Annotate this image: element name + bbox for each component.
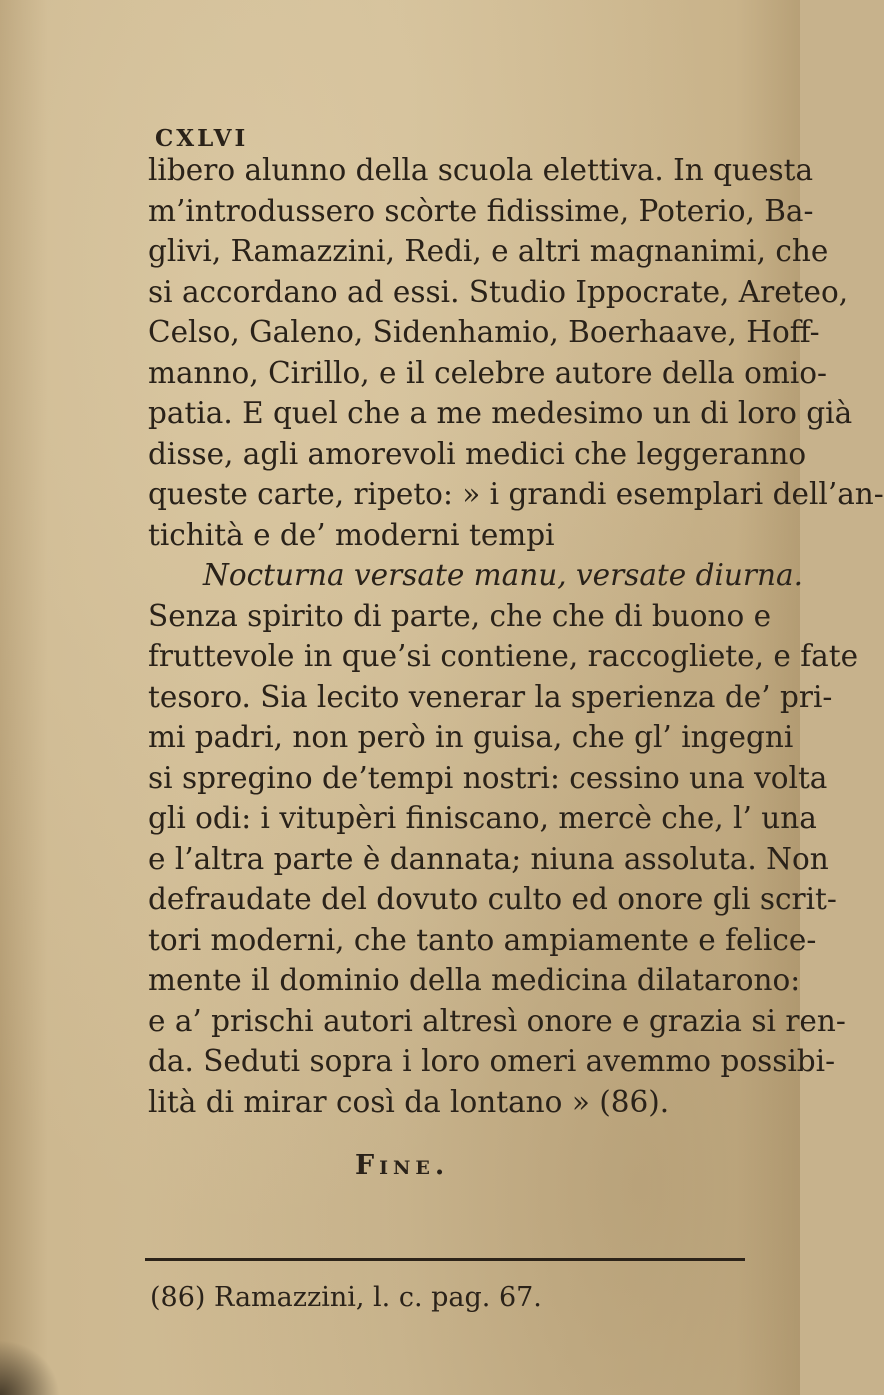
text-line — [148, 798, 817, 839]
text-line — [148, 920, 817, 961]
page-number: CXLVI — [155, 125, 249, 152]
footnote: (86) Ramazzini, l. c. pag. 67. — [150, 1282, 542, 1313]
text-line-content: si spregino de’tempi nostri: cessino una volta — [148, 760, 828, 795]
text-line — [148, 272, 849, 313]
text-line-content: manno, Cirillo, e il celebre autore della omio- — [148, 355, 827, 390]
text-line — [148, 758, 828, 799]
verse-line — [148, 555, 803, 596]
text-line — [148, 231, 829, 272]
text-line-content: patia. E quel che a me medesimo un di loro già — [148, 396, 853, 430]
text-line-content: m’introdussero scòrte fidissime, Poterio, Ba- — [148, 193, 814, 228]
text-line — [148, 717, 794, 758]
text-line-content: tori moderni, che tanto ampiamente e felice- — [148, 922, 817, 957]
text-line-content: Senza spirito di parte, che che di buono e — [148, 598, 772, 633]
end-mark: Fine. — [355, 1150, 450, 1181]
text-line — [148, 150, 814, 191]
text-line — [148, 1001, 846, 1042]
text-line-content: Celso, Galeno, Sidenhamio, Boerhaave, Hoff- — [148, 315, 820, 349]
text-line — [148, 1082, 748, 1123]
text-line-content: mente il dominio della medicina dilatarono: — [148, 963, 801, 997]
text-line-content: queste carte, ripeto: » i grandi esemplari dell’an- — [148, 477, 884, 511]
body-text — [148, 150, 884, 1122]
text-line — [148, 596, 772, 637]
text-line-content: lità di mirar così da lontano » (86). — [148, 1084, 670, 1119]
text-line — [148, 474, 884, 515]
text-line — [148, 353, 827, 394]
text-line-content: disse, agli amorevoli medici che leggeranno — [148, 436, 807, 471]
text-line — [148, 1041, 836, 1082]
text-line-content: mi padri, non però in guisa, che gl’ ingegni — [148, 720, 794, 754]
text-line — [148, 393, 853, 434]
text-line — [148, 636, 859, 677]
text-line — [148, 879, 837, 920]
text-line-content: gli odi: i vitupèri finiscano, mercè che, l’ una — [148, 801, 817, 835]
verse-line-content: Nocturna versate manu, versate diurna. — [203, 558, 803, 592]
text-line-content: e l’altra parte è dannata; niuna assoluta. Non — [148, 841, 829, 876]
page-stain — [0, 1340, 60, 1395]
text-line-content: glivi, Ramazzini, Redi, e altri magnanimi, che — [148, 234, 829, 268]
text-line-content: defraudate del dovuto culto ed onore gli scrit- — [148, 882, 837, 916]
text-line — [148, 839, 829, 880]
text-line-content: tesoro. Sia lecito venerar la sperienza de’ pri- — [148, 679, 833, 714]
text-line — [148, 312, 820, 353]
text-line — [148, 191, 814, 232]
text-line-content: e a’ prischi autori altresì onore e grazia si ren- — [148, 1003, 846, 1038]
text-line — [148, 677, 833, 718]
footnote-divider — [145, 1258, 745, 1261]
text-line-content: libero alunno della scuola elettiva. In questa — [148, 153, 814, 187]
text-line-content: si accordano ad essi. Studio Ippocrate, Areteo, — [148, 274, 849, 309]
text-line — [148, 434, 807, 475]
text-line — [148, 960, 801, 1001]
text-line-content: da. Seduti sopra i loro omeri avemmo possibi- — [148, 1044, 836, 1078]
text-line-content: tichità e de’ moderni tempi — [148, 517, 555, 552]
text-line-content: fruttevole in que’si contiene, raccoglietе, e fate — [148, 639, 859, 673]
text-line — [148, 515, 748, 556]
